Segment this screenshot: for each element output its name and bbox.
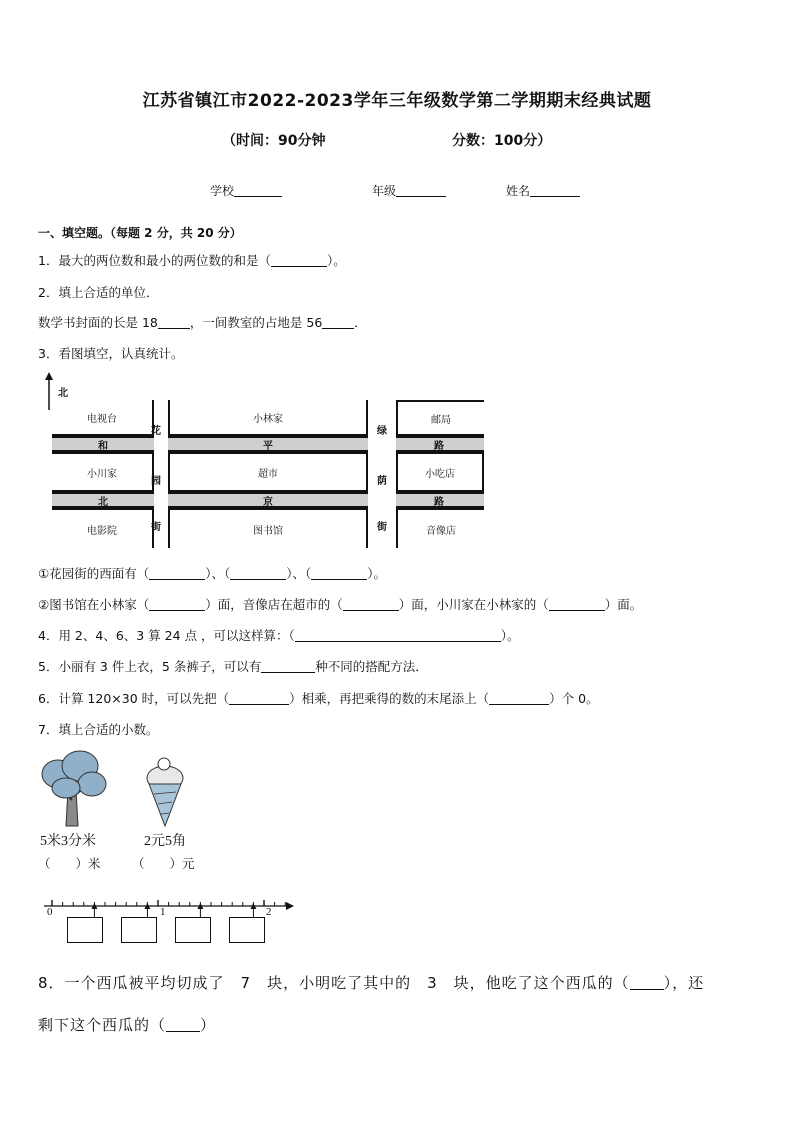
cone-price-label: 2元5角: [144, 834, 186, 849]
north-label: 北: [58, 388, 68, 399]
road-heping-east: 路: [396, 436, 484, 452]
question-8: 8．一个西瓜被平均切成了 7 块，小明吃了其中的 3 块，他吃了这个西瓜的（ ），还: [38, 974, 705, 992]
question-3a: ①花园街的西面有（ ）、（ ）、（ ）。: [38, 566, 387, 581]
question-3: 3．看图填空，认真统计。: [38, 346, 184, 361]
tick-label-1: 1: [160, 906, 166, 918]
school-field: 学校: [210, 182, 282, 199]
street-map: [36, 372, 496, 552]
answer-meters: （ ）米: [38, 856, 101, 871]
block-snack-shop: 小吃店: [396, 452, 484, 492]
answer-box-3[interactable]: [175, 917, 211, 943]
question-4: 4．用 2、4、6、3 算 24 点 ，可以这样算：（ ）。: [38, 628, 520, 643]
answer-box-4[interactable]: [229, 917, 265, 943]
answer-yuan: （ ）元: [132, 856, 195, 871]
answer-box-2[interactable]: [121, 917, 157, 943]
road-beijing-west: 北: [52, 492, 154, 508]
road-heping-mid: 平: [168, 436, 368, 452]
grade-field: 年级: [372, 182, 446, 199]
score-label: 分数：100分）: [452, 133, 552, 149]
road-beijing-east: 路: [396, 492, 484, 508]
section-heading: 一、填空题。（每题 2 分，共 20 分）: [38, 226, 242, 240]
street-huayuan-1: 花: [151, 426, 161, 437]
block-post-office: 邮局: [396, 400, 484, 436]
tree-icon: [38, 750, 110, 828]
question-2-line: 数学书封面的长是 18 ，一间教室的占地是 56 ．: [38, 315, 367, 330]
road-heping-west: 和: [52, 436, 154, 452]
block-music-store: 音像店: [396, 508, 484, 548]
time-label: （时间：90分钟: [222, 133, 326, 149]
question-7: 7．填上合适的小数。: [38, 722, 159, 737]
block-cinema: 电影院: [52, 508, 154, 548]
street-huayuan-2: 园: [151, 476, 161, 487]
block-tv-station: 电视台: [52, 400, 154, 436]
tree-height-label: 5米3分米: [40, 834, 96, 849]
question-1: 1．最大的两位数和最小的两位数的和是（ ）。: [38, 253, 346, 268]
tick-label-0: 0: [47, 906, 53, 918]
tick-label-2: 2: [266, 906, 272, 918]
block-library: 图书馆: [168, 508, 368, 548]
number-line-arrow-icon: [286, 902, 294, 910]
block-xiaolin-home: 小林家: [168, 400, 368, 436]
page-title: 江苏省镇江市2022-2023学年三年级数学第二学期期末经典试题: [142, 91, 652, 111]
street-lvyin-3: 街: [377, 522, 387, 533]
ice-cream-cone-icon: [140, 756, 190, 828]
question-2: 2．填上合适的单位．: [38, 285, 159, 300]
question-3b: ②图书馆在小林家（ ）面，音像店在超市的（ ）面，小川家在小林家的（ ）面。: [38, 597, 643, 612]
street-lvyin-2: 荫: [377, 476, 387, 487]
answer-box-1[interactable]: [67, 917, 103, 943]
street-huayuan-3: 街: [151, 522, 161, 533]
question-5: 5．小丽有 3 件上衣，5 条裤子，可以有 种不同的搭配方法．: [38, 659, 428, 674]
road-beijing-mid: 京: [168, 492, 368, 508]
block-supermarket: 超市: [168, 452, 368, 492]
street-lvyin-1: 绿: [377, 426, 387, 437]
question-6: 6．计算 120×30 时，可以先把（ ）相乘，再把乘得的数的末尾添上（ ）个 0。: [38, 691, 599, 706]
block-xiaochuan-home: 小川家: [52, 452, 154, 492]
question-8-line2: 剩下这个西瓜的（ ）: [38, 1016, 217, 1034]
name-field: 姓名: [506, 182, 580, 199]
